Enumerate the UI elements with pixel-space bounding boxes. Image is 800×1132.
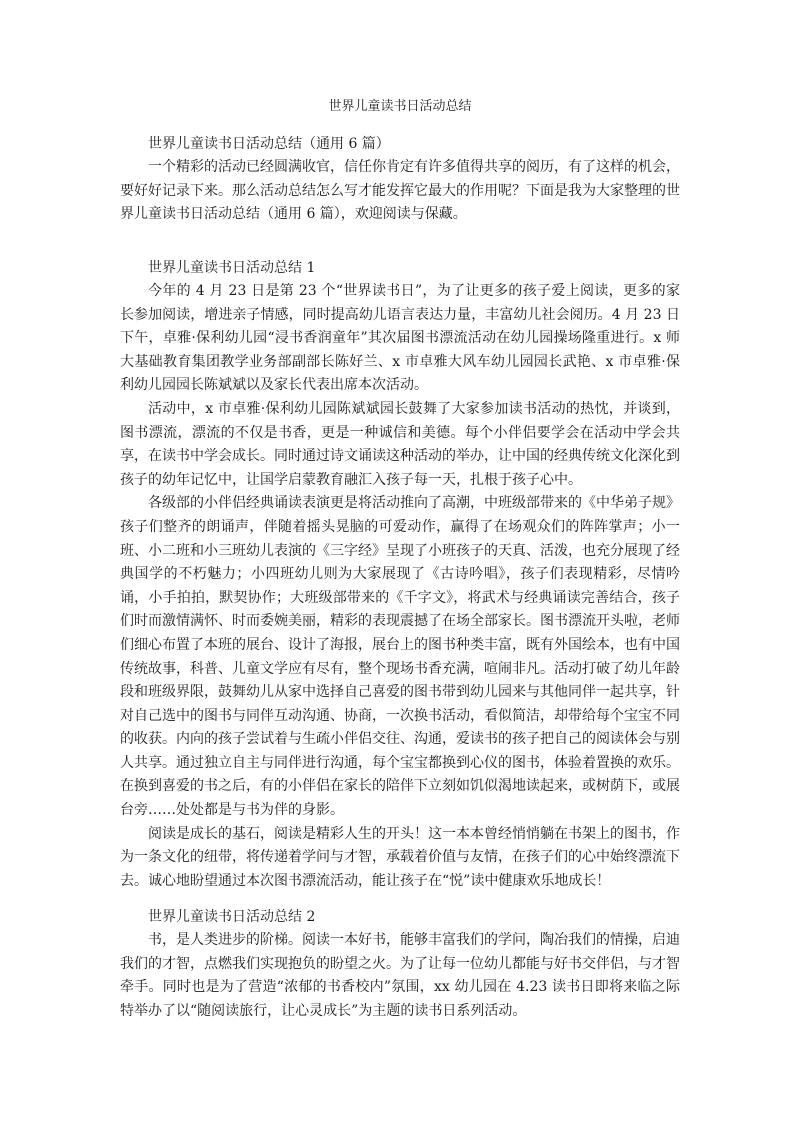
section-1-paragraph-4: 阅读是成长的基石，阅读是精彩人生的开头！这一本本曾经悄悄躺在书架上的图书，作为一条文化的纽带，将传递着学问与才智，承载着价值与友情，在孩子们的心中始终漂流下去。诚心地盼望通过本次图书漂流活动，能让孩子在“悦”读中健康欢乐地成长！ (120, 825, 680, 889)
section-1-paragraph-2: 活动中，x 市卓雅·保利幼儿园陈斌斌园长鼓舞了大家参加读书活动的热忱，并谈到，图书漂流，漂流的不仅是书香，更是一种诚信和美德。每个小伴侣要学会在活动中学会共享，在读书中学会成长。同时通过诗文诵读这种活动的举办，让中国的经典传统文化深化到孩子的幼年记忆中，让国学启蒙教育融汇入孩子每一天，扎根于孩子心中。 (120, 400, 680, 488)
document-title: 世界儿童读书日活动总结 (328, 99, 472, 114)
intro-block (120, 134, 680, 227)
intro-paragraph: 一个精彩的活动已经圆满收官，信任你肯定有许多值得共享的阅历，有了这样的机会，要好好记录下来。那么活动总结怎么写才能发挥它最大的作用呢？下面是我为大家整理的世界儿童读书日活动总结（通用 6 篇），欢迎阅读与保藏。 (120, 159, 680, 223)
section-2-paragraph-1: 书，是人类进步的阶梯。阅读一本好书，能够丰富我们的学问，陶冶我们的情操，启迪我们的才智，点燃我们实现抱负的盼望之火。为了让每一位幼儿都能与好书交伴侣，与才智牵手。同时也是为了营造“浓郁的书香校内”氛围，xx 幼儿园在 4.23 读书日即将来临之际特举办了以“随阅读旅行，让心灵成长”为主题的读书日系列活动。 (120, 932, 680, 1019)
section-1-heading: 世界儿童读书日活动总结 1 (148, 260, 316, 276)
section-2 (120, 907, 680, 1023)
section-2-heading: 世界儿童读书日活动总结 2 (148, 909, 316, 925)
section-1-paragraph-3: 各级部的小伴侣经典诵读表演更是将活动推向了高潮，中班级部带来的《中华弟子规》孩子们整齐的朗诵声，伴随着摇头晃脑的可爱动作，赢得了在场观众们的阵阵掌声；小一班、小二班和小三班幼儿表演的《三字经》呈现了小班孩子的天真、活泼，也充分展现了经典国学的不朽魅力；小四班幼儿则为大家展现了《古诗吟唱》，孩子们表现精彩，尽情吟诵，小手拍拍，默契协作；大班级部带来的《千字文》，将武术与经典诵读完善结合，孩子们时而激情满怀、时而委婉美丽，精彩的表现震撼了在场全部家长。图书漂流开头啦，老师们细心布置了本班的展台、设计了海报，展台上的图书种类丰富，既有外国绘本，也有中国传统故事，科普、儿童文学应有尽有，整个现场书香充满，喧闹非凡。活动打破了幼儿年龄段和班级界限，鼓舞幼儿从家中选择自己喜爱的图书带到幼儿园来与其他同伴一起共享，针对自己选中的图书与同伴互动沟通、协商，一次换书活动，看似简洁，却带给每个宝宝不同的收获。内向的孩子尝试着与生疏小伴侣交往、沟通，爱读书的孩子把自己的阅读体会与别人共享。通过独立自主与同伴进行沟通，每个宝宝都换到心仪的图书，体验着置换的欢乐。在换到喜爱的书之后，有的小伴侣在家长的陪伴下立刻如饥似渴地读起来，或树荫下，或展台旁……处处都是与书为伴的身影。 (120, 495, 680, 819)
section-1 (120, 258, 680, 893)
document-subtitle: 世界儿童读书日活动总结（通用 6 篇） (148, 136, 390, 152)
section-1-paragraph-1: 今年的 4 月 23 日是第 23 个“世界读书日”，为了让更多的孩子爱上阅读，更多的家长参加阅读，增进亲子情感，同时提高幼儿语言表达力量，丰富幼儿社会阅历。4 月 23 日下午，卓雅·保利幼儿园“浸书香润童年”其次届图书漂流活动在幼儿园操场隆重进行。x 师大基础教育集团教学业务部副部长陈好兰、x 市卓雅大风车幼儿园园长武艳、x 市卓雅·保利幼儿园园长陈斌斌以及家长代表出席本次活动。 (120, 283, 680, 394)
